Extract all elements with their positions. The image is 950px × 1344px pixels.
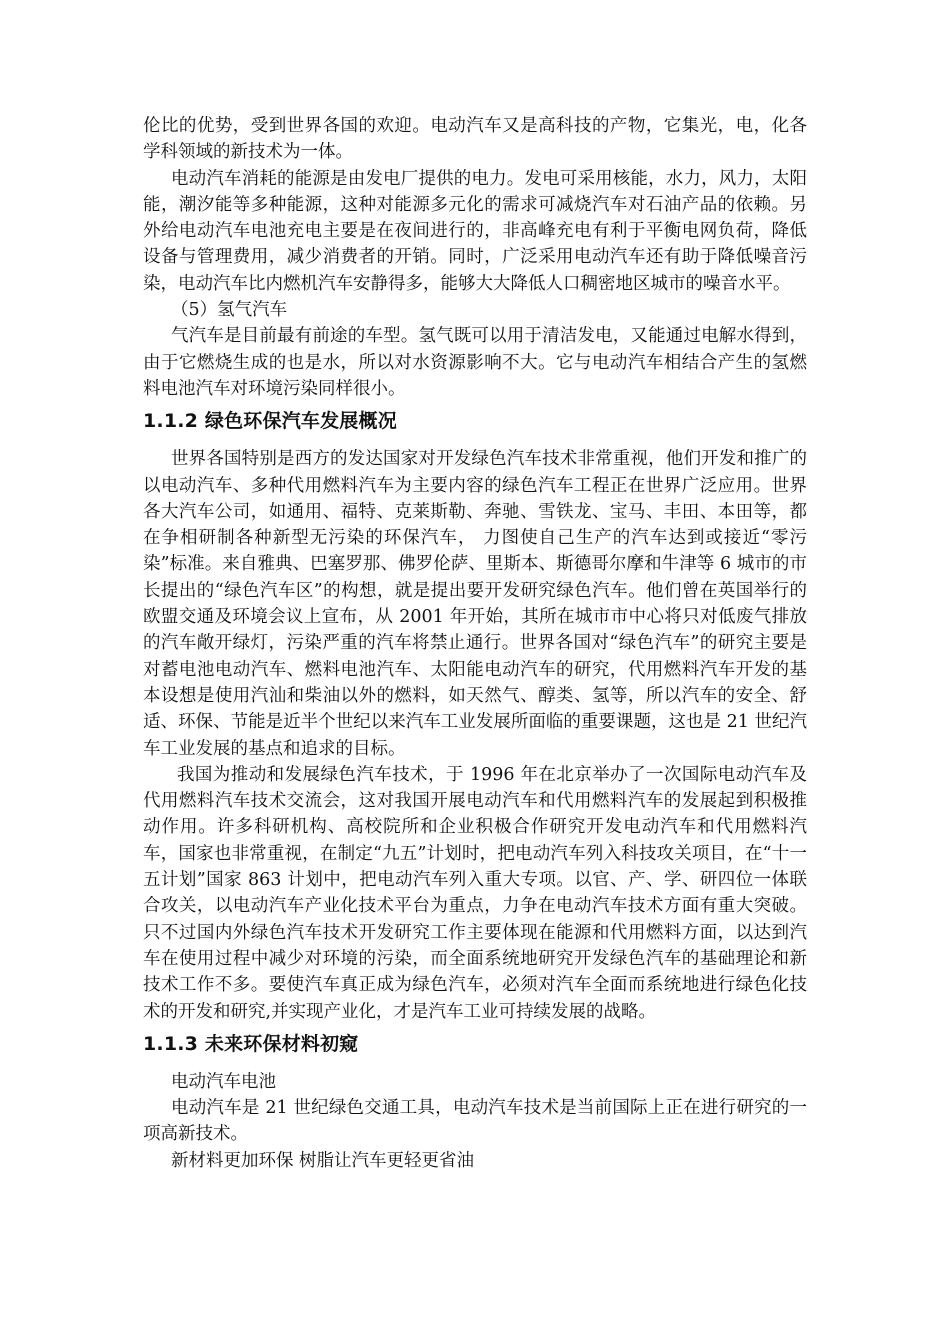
subheading-ev-battery: 电动汽车电池 (171, 1071, 276, 1092)
paragraph-hydrogen-car: 气汽车是目前最有前途的车型。氢气既可以用于清洁发电，又能通过电解水得到，由于它燃烧生成的也是水，所以对水资源影响不大。它与电动汽车相结合产生的氢燃料电池汽车对环境污染同样很小。 (143, 326, 807, 399)
paragraph-ev-battery: 电动汽车是 21 世纪绿色交通工具，电动汽车技术是当前国际上正在进行研究的一项高新技术。 (143, 1098, 807, 1145)
subheading-new-materials: 新材料更加环保 树脂让汽车更轻更省油 (171, 1150, 475, 1171)
paragraph-world-green-cars: 世界各国特别是西方的发达国家对开发绿色汽车技术非常重视，他们开发和推广的以电动汽车、多种代用燃料汽车为主要内容的绿色汽车工程正在世界广泛应用。世界各大汽车公司，如通用、福特、克莱斯勒、奔驰、雪铁龙、宝马、丰田、本田等，都在争相研制各种新型无污染的环保汽车， 力图使自己生产的汽车达到或接近“零污染”标准。来自雅典、巴塞罗那、佛罗伦萨、里斯本、斯德哥尔摩和牛津等 6 城市的市长提出的“绿色汽车区”的构想，就是提出要开发研究绿色汽车。他们曾在英国举行的欧盟交通及环境会议上宣布，从 2001 年开始，其所在城市市中心将只对低废气排放的汽车敞开绿灯，污染严重的汽车将禁止通行。世界各国对“绿色汽车”的研究主要是对蓄电池电动汽车、燃料电池汽车、太阳能电动汽车的研究，代用燃料汽车开发的基本设想是使用汽汕和柴油以外的燃料，如天然气、醇类、氢等，所以汽车的安全、舒适、环保、节能是近半个世纪以来汽车工业发展所面临的重要课题，这也是 21 世纪汽车工业发展的基点和追求的目标。 (143, 449, 807, 759)
section-heading-1-1-3: 1.1.3 未来环保材料初窥 (143, 1032, 359, 1055)
paragraph-china-green-cars: 我国为推动和发展绿色汽车技术，于 1996 年在北京举办了一次国际电动汽车及代用燃料汽车技术交流会，这对我国开展电动汽车和代用燃料汽车的发展起到积极推动作用。许多科研机构、高校院所和企业积极合作研究开发电动汽车和代用燃料汽车，国家也非常重视，在制定“九五”计划时，把电动汽车列入科技攻关项目，在“十一五计划”国家 863 计划中，把电动汽车列入重大专项。以官、产、学、研四位一体联合攻关，以电动汽车产业化技术平台为重点，力争在电动汽车技术方面有重大突破。只不过国内外绿色汽车技术开发研究工作主要体现在能源和代用燃料方面，以达到汽车在使用过程中减少对环境的污染，而全面系统地研究开发绿色汽车的基础理论和新技术工作不多。要使汽车真正成为绿色汽车，必须对汽车全面而系统地进行绿色化技术的开发和研究,并实现产业化，才是汽车工业可持续发展的战略。 (143, 764, 807, 1022)
paragraph-ev-energy: 电动汽车消耗的能源是由发电厂提供的电力。发电可采用核能，水力，风力，太阳能，潮汐能等多种能源，这种对能源多元化的需求可减烧汽车对石油产品的依赖。另外给电动汽车电池充电主要是在夜间进行的，非高峰充电有利于平衡电网负荷，降低设备与管理费用，减少消费者的开销。同时，广泛采用电动汽车还有助于降低噪音污染，电动汽车比内燃机汽车安静得多，能够大大降低人口稠密地区城市的噪音水平。 (143, 168, 807, 294)
paragraph-ev-advantage: 伦比的优势，受到世界各国的欢迎。电动汽车又是高科技的产物，它集光，电，化各学科领域的新技术为一体。 (143, 116, 807, 163)
section-heading-1-1-2: 1.1.2 绿色环保汽车发展概况 (143, 410, 397, 433)
item-hydrogen-car-title: （5）氢气汽车 (171, 300, 288, 321)
document-page (143, 113, 807, 1174)
